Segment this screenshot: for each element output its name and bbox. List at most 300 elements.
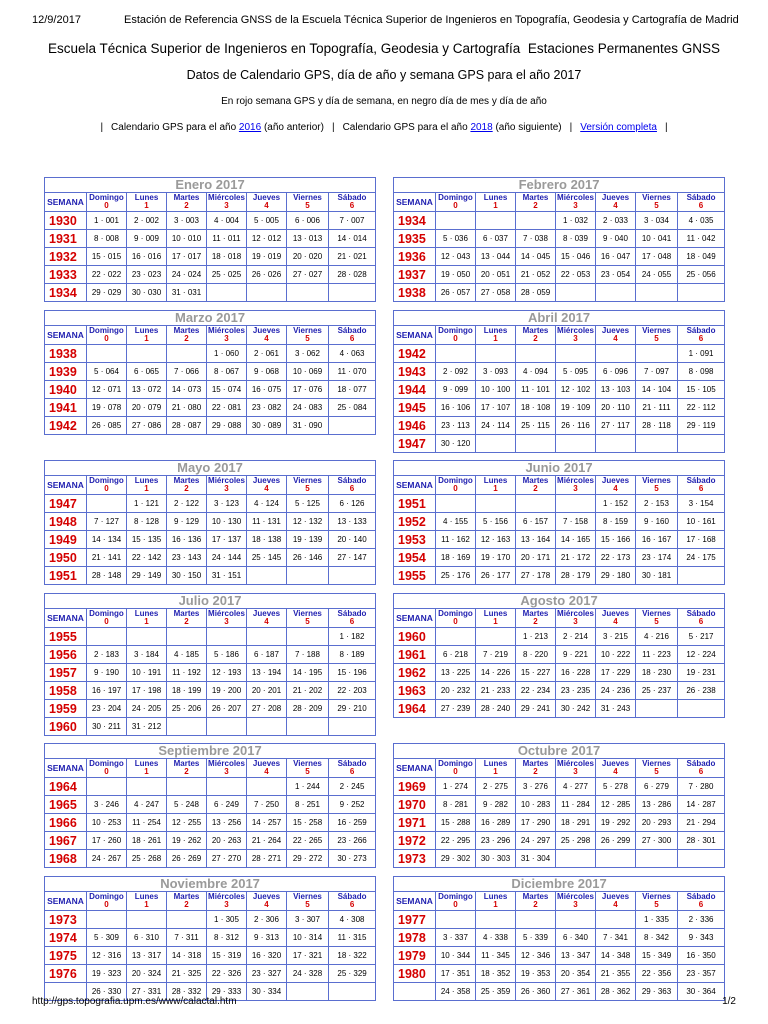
day-cell: 18 · 291 <box>556 814 596 832</box>
day-cell: 8 · 039 <box>556 230 596 248</box>
weekday-number: 3 <box>224 767 229 776</box>
day-cell: 12 · 012 <box>247 230 287 248</box>
day-cell: 1 · 121 <box>127 495 167 513</box>
month-title: Junio 2017 <box>394 461 725 476</box>
weekday-number: 0 <box>453 484 458 493</box>
weekday-name: Martes <box>173 609 200 618</box>
day-cell: 12 · 043 <box>436 248 476 266</box>
weekday-number: 0 <box>104 334 109 343</box>
weekday-number: 3 <box>573 617 578 626</box>
month-calendar <box>44 460 376 585</box>
gps-week-number: 1951 <box>45 567 87 585</box>
weekday-name: Miércoles <box>557 609 594 618</box>
weekday-name: Martes <box>173 193 200 202</box>
day-cell: 2 · 183 <box>87 646 127 664</box>
week-row <box>394 417 725 435</box>
weekday-name: Sábado <box>337 892 367 901</box>
gps-week-number: 1967 <box>45 832 87 850</box>
weekday-number: 6 <box>698 617 704 626</box>
week-row <box>45 718 376 736</box>
weekday-header <box>596 476 636 495</box>
semana-header: SEMANA <box>45 326 87 345</box>
day-cell: 3 · 337 <box>436 929 476 947</box>
weekday-header <box>476 892 516 911</box>
day-cell: 3 · 093 <box>476 363 516 381</box>
day-cell: 28 · 240 <box>476 700 516 718</box>
day-cell <box>287 284 329 302</box>
semana-header: SEMANA <box>45 892 87 911</box>
day-cell: 22 · 295 <box>436 832 476 850</box>
day-cell: 10 · 283 <box>516 796 556 814</box>
weekday-header <box>87 892 127 911</box>
weekday-number: 1 <box>493 900 498 909</box>
next-year-link[interactable]: 2018 <box>470 122 493 133</box>
weekday-name: Martes <box>522 609 549 618</box>
weekday-header <box>207 609 247 628</box>
day-cell: 23 · 054 <box>596 266 636 284</box>
day-cell: 13 · 225 <box>436 664 476 682</box>
weekday-header <box>207 193 247 212</box>
month-title: Octubre 2017 <box>394 744 725 759</box>
month-title: Febrero 2017 <box>394 178 725 193</box>
weekday-header <box>167 476 207 495</box>
gps-week-number: 1938 <box>394 284 436 302</box>
day-cell: 5 · 156 <box>476 513 516 531</box>
week-row <box>45 549 376 567</box>
weekday-number: 6 <box>349 900 355 909</box>
weekday-name: Martes <box>173 892 200 901</box>
weekday-header <box>329 476 376 495</box>
day-cell: 20 · 354 <box>556 965 596 983</box>
day-cell <box>476 911 516 929</box>
day-cell: 26 · 026 <box>247 266 287 284</box>
day-cell: 27 · 270 <box>207 850 247 868</box>
weekday-name: Miércoles <box>557 193 594 202</box>
month-title: Diciembre 2017 <box>394 877 725 892</box>
day-cell: 19 · 019 <box>247 248 287 266</box>
day-cell: 12 · 285 <box>596 796 636 814</box>
week-row <box>45 248 376 266</box>
day-cell <box>287 628 329 646</box>
day-cell: 30 · 181 <box>636 567 678 585</box>
day-cell: 7 · 311 <box>167 929 207 947</box>
day-cell: 17 · 260 <box>87 832 127 850</box>
weekday-name: Domingo <box>438 326 473 335</box>
week-row <box>394 778 725 796</box>
day-cell: 4 · 216 <box>636 628 678 646</box>
day-cell: 26 · 057 <box>436 284 476 302</box>
weekday-name: Sábado <box>686 326 716 335</box>
day-cell: 6 · 187 <box>247 646 287 664</box>
day-cell: 1 · 001 <box>87 212 127 230</box>
weekday-number: 4 <box>264 900 269 909</box>
week-row <box>45 664 376 682</box>
day-cell: 16 · 197 <box>87 682 127 700</box>
weekday-name: Martes <box>173 326 200 335</box>
day-cell <box>167 628 207 646</box>
day-cell: 25 · 206 <box>167 700 207 718</box>
day-cell: 5 · 125 <box>287 495 329 513</box>
day-cell: 26 · 085 <box>87 417 127 435</box>
weekday-name: Sábado <box>686 193 716 202</box>
day-cell: 17 · 048 <box>636 248 678 266</box>
day-cell: 11 · 315 <box>329 929 376 947</box>
day-cell: 17 · 321 <box>287 947 329 965</box>
day-cell <box>436 345 476 363</box>
day-cell: 18 · 199 <box>167 682 207 700</box>
prev-year-link[interactable]: 2016 <box>238 122 262 133</box>
day-cell: 4 · 277 <box>556 778 596 796</box>
weekday-header <box>287 759 329 778</box>
day-cell: 11 · 011 <box>207 230 247 248</box>
day-cell <box>678 700 725 718</box>
day-cell: 14 · 134 <box>87 531 127 549</box>
day-cell: 29 · 119 <box>678 417 725 435</box>
month-title: Marzo 2017 <box>45 311 376 326</box>
weekday-name: Jueves <box>252 759 281 768</box>
day-cell: 14 · 195 <box>287 664 329 682</box>
gps-week-number: 1964 <box>394 700 436 718</box>
day-cell <box>556 495 596 513</box>
weekday-name: Lunes <box>483 609 508 618</box>
day-cell: 26 · 330 <box>87 983 127 1001</box>
weekday-header <box>207 759 247 778</box>
day-cell: 1 · 213 <box>516 628 556 646</box>
weekday-number: 3 <box>224 334 229 343</box>
week-row <box>394 266 725 284</box>
day-cell <box>167 718 207 736</box>
weekday-number: 0 <box>453 201 458 210</box>
day-cell: 3 · 246 <box>87 796 127 814</box>
week-row <box>394 567 725 585</box>
day-cell: 26 · 238 <box>678 682 725 700</box>
day-cell: 4 · 035 <box>678 212 725 230</box>
weekday-header <box>556 326 596 345</box>
day-cell: 18 · 018 <box>207 248 247 266</box>
weekday-name: Miércoles <box>208 326 245 335</box>
gps-week-number: 1974 <box>45 929 87 947</box>
gps-week-number: 1947 <box>45 495 87 513</box>
day-cell: 11 · 223 <box>636 646 678 664</box>
weekday-number: 1 <box>144 767 149 776</box>
weekday-header <box>678 326 725 345</box>
weekday-name: Miércoles <box>557 892 594 901</box>
weekday-name: Sábado <box>686 609 716 618</box>
week-row <box>394 284 725 302</box>
weekday-header <box>127 193 167 212</box>
day-cell: 27 · 178 <box>516 567 556 585</box>
day-cell: 28 · 087 <box>167 417 207 435</box>
day-cell: 21 · 325 <box>167 965 207 983</box>
day-cell: 24 · 144 <box>207 549 247 567</box>
day-cell: 11 · 042 <box>678 230 725 248</box>
day-cell: 27 · 208 <box>247 700 287 718</box>
day-cell: 27 · 361 <box>556 983 596 1001</box>
day-cell <box>436 628 476 646</box>
day-cell: 28 · 209 <box>287 700 329 718</box>
weekday-name: Miércoles <box>208 476 245 485</box>
week-row <box>394 435 725 453</box>
month-title: Julio 2017 <box>45 594 376 609</box>
weekday-name: Sábado <box>337 609 367 618</box>
weekday-header <box>207 326 247 345</box>
day-cell: 24 · 083 <box>287 399 329 417</box>
gps-week-number: 1937 <box>394 266 436 284</box>
day-cell: 26 · 116 <box>556 417 596 435</box>
day-cell: 5 · 186 <box>207 646 247 664</box>
day-cell: 26 · 269 <box>167 850 207 868</box>
day-cell: 20 · 171 <box>516 549 556 567</box>
day-cell: 23 · 235 <box>556 682 596 700</box>
day-cell: 25 · 298 <box>556 832 596 850</box>
day-cell: 15 · 196 <box>329 664 376 682</box>
day-cell <box>127 345 167 363</box>
semana-header: SEMANA <box>45 476 87 495</box>
day-cell: 8 · 128 <box>127 513 167 531</box>
day-cell: 26 · 360 <box>516 983 556 1001</box>
weekday-header <box>516 759 556 778</box>
day-cell: 16 · 320 <box>247 947 287 965</box>
day-cell <box>476 345 516 363</box>
day-cell: 2 · 033 <box>596 212 636 230</box>
weekday-header <box>476 326 516 345</box>
weekday-number: 2 <box>533 201 538 210</box>
day-cell: 12 · 102 <box>556 381 596 399</box>
day-cell: 22 · 022 <box>87 266 127 284</box>
day-cell: 28 · 059 <box>516 284 556 302</box>
weekday-number: 0 <box>453 767 458 776</box>
year-navigation <box>0 122 768 133</box>
day-cell <box>678 850 725 868</box>
day-cell: 2 · 153 <box>636 495 678 513</box>
weekday-header <box>636 193 678 212</box>
day-cell: 13 · 013 <box>287 230 329 248</box>
weekday-name: Domingo <box>89 892 124 901</box>
day-cell: 18 · 322 <box>329 947 376 965</box>
weekday-number: 4 <box>264 484 269 493</box>
weekday-header <box>636 326 678 345</box>
weekday-number: 6 <box>698 767 704 776</box>
week-row <box>394 495 725 513</box>
day-cell: 3 · 003 <box>167 212 207 230</box>
day-cell: 8 · 189 <box>329 646 376 664</box>
day-cell: 7 · 280 <box>678 778 725 796</box>
day-cell <box>556 345 596 363</box>
day-cell: 16 · 136 <box>167 531 207 549</box>
day-cell: 24 · 055 <box>636 266 678 284</box>
day-cell <box>127 778 167 796</box>
week-row <box>394 965 725 983</box>
week-row <box>394 363 725 381</box>
day-cell: 26 · 299 <box>596 832 636 850</box>
day-cell: 25 · 268 <box>127 850 167 868</box>
day-cell: 13 · 072 <box>127 381 167 399</box>
day-cell: 15 · 288 <box>436 814 476 832</box>
semana-header: SEMANA <box>45 759 87 778</box>
weekday-name: Miércoles <box>208 759 245 768</box>
day-cell: 15 · 227 <box>516 664 556 682</box>
day-cell: 11 · 162 <box>436 531 476 549</box>
weekday-number: 4 <box>264 201 269 210</box>
weekday-header <box>596 759 636 778</box>
gps-week-number: 1942 <box>45 417 87 435</box>
day-cell: 27 · 239 <box>436 700 476 718</box>
day-cell: 5 · 278 <box>596 778 636 796</box>
day-cell: 1 · 091 <box>678 345 725 363</box>
day-cell: 27 · 086 <box>127 417 167 435</box>
day-cell: 9 · 313 <box>247 929 287 947</box>
weekday-header <box>167 326 207 345</box>
weekday-number: 6 <box>349 201 355 210</box>
weekday-number: 6 <box>698 334 704 343</box>
week-row <box>394 814 725 832</box>
page-subtitle: En rojo semana GPS y día de semana, en negro día de mes y día de año <box>221 96 547 107</box>
week-row <box>45 911 376 929</box>
weekday-name: Sábado <box>686 476 716 485</box>
gps-week-number: 1952 <box>394 513 436 531</box>
day-cell: 6 · 310 <box>127 929 167 947</box>
day-cell <box>329 983 376 1001</box>
day-cell <box>636 345 678 363</box>
day-cell: 9 · 040 <box>596 230 636 248</box>
day-cell <box>476 495 516 513</box>
day-cell: 9 · 221 <box>556 646 596 664</box>
gps-week-number: 1964 <box>45 778 87 796</box>
day-cell: 21 · 264 <box>247 832 287 850</box>
day-cell: 25 · 115 <box>516 417 556 435</box>
day-cell: 3 · 154 <box>678 495 725 513</box>
weekday-header <box>167 193 207 212</box>
weekday-number: 0 <box>104 201 109 210</box>
day-cell: 23 · 357 <box>678 965 725 983</box>
weekday-header <box>127 326 167 345</box>
weekday-number: 5 <box>654 617 659 626</box>
gps-week-number: 1955 <box>45 628 87 646</box>
day-cell: 25 · 359 <box>476 983 516 1001</box>
day-cell: 19 · 139 <box>287 531 329 549</box>
day-cell <box>476 628 516 646</box>
day-cell: 23 · 204 <box>87 700 127 718</box>
weekday-name: Viernes <box>642 759 671 768</box>
day-cell <box>87 345 127 363</box>
day-cell: 21 · 052 <box>516 266 556 284</box>
weekday-name: Domingo <box>438 476 473 485</box>
month-calendar <box>393 593 725 718</box>
week-row <box>45 399 376 417</box>
weekday-number: 4 <box>613 334 618 343</box>
day-cell: 29 · 029 <box>87 284 127 302</box>
weekday-header <box>436 609 476 628</box>
week-row <box>394 832 725 850</box>
week-row <box>394 628 725 646</box>
day-cell: 27 · 300 <box>636 832 678 850</box>
weekday-number: 5 <box>305 900 310 909</box>
day-cell <box>329 718 376 736</box>
weekday-header <box>329 759 376 778</box>
weekday-name: Viernes <box>642 892 671 901</box>
day-cell: 23 · 023 <box>127 266 167 284</box>
weekday-name: Viernes <box>642 609 671 618</box>
day-cell: 23 · 113 <box>436 417 476 435</box>
day-cell: 4 · 004 <box>207 212 247 230</box>
day-cell: 18 · 230 <box>636 664 678 682</box>
day-cell: 9 · 282 <box>476 796 516 814</box>
full-version-link[interactable]: Versión completa <box>580 122 657 133</box>
weekday-header <box>678 759 725 778</box>
gps-week-number: 1953 <box>394 531 436 549</box>
day-cell: 30 · 120 <box>436 435 476 453</box>
day-cell <box>596 911 636 929</box>
weekday-header <box>287 193 329 212</box>
day-cell <box>247 778 287 796</box>
month-calendar <box>44 310 376 435</box>
day-cell: 13 · 317 <box>127 947 167 965</box>
weekday-header <box>516 326 556 345</box>
day-cell: 21 · 233 <box>476 682 516 700</box>
day-cell <box>287 567 329 585</box>
weekday-header <box>127 609 167 628</box>
weekday-name: Miércoles <box>208 892 245 901</box>
week-row <box>45 850 376 868</box>
weekday-number: 0 <box>453 617 458 626</box>
day-cell: 2 · 275 <box>476 778 516 796</box>
weekday-header <box>436 892 476 911</box>
day-cell: 6 · 218 <box>436 646 476 664</box>
day-cell: 16 · 350 <box>678 947 725 965</box>
day-cell: 14 · 318 <box>167 947 207 965</box>
weekday-header <box>596 193 636 212</box>
weekday-header <box>247 193 287 212</box>
week-row <box>45 965 376 983</box>
week-row <box>45 567 376 585</box>
weekday-header <box>87 759 127 778</box>
month-title: Agosto 2017 <box>394 594 725 609</box>
gps-week-number: 1971 <box>394 814 436 832</box>
weekday-header <box>329 892 376 911</box>
day-cell: 1 · 060 <box>207 345 247 363</box>
day-cell: 23 · 327 <box>247 965 287 983</box>
month-calendar <box>44 593 376 736</box>
day-cell: 22 · 203 <box>329 682 376 700</box>
weekday-header <box>436 476 476 495</box>
weekday-number: 3 <box>573 767 578 776</box>
weekday-header <box>636 609 678 628</box>
day-cell <box>596 850 636 868</box>
month-title: Noviembre 2017 <box>45 877 376 892</box>
day-cell: 6 · 157 <box>516 513 556 531</box>
weekday-header <box>556 609 596 628</box>
weekday-name: Miércoles <box>208 609 245 618</box>
day-cell: 10 · 191 <box>127 664 167 682</box>
semana-header: SEMANA <box>394 892 436 911</box>
day-cell: 15 · 135 <box>127 531 167 549</box>
day-cell: 29 · 272 <box>287 850 329 868</box>
day-cell: 2 · 245 <box>329 778 376 796</box>
gps-week-number: 1943 <box>394 363 436 381</box>
day-cell: 7 · 341 <box>596 929 636 947</box>
day-cell: 23 · 296 <box>476 832 516 850</box>
gps-week-number: 1968 <box>45 850 87 868</box>
day-cell: 9 · 343 <box>678 929 725 947</box>
weekday-header <box>516 476 556 495</box>
week-row <box>394 248 725 266</box>
day-cell: 9 · 190 <box>87 664 127 682</box>
day-cell: 13 · 133 <box>329 513 376 531</box>
weekday-name: Lunes <box>134 193 159 202</box>
weekday-header <box>287 326 329 345</box>
day-cell: 29 · 363 <box>636 983 678 1001</box>
weekday-header <box>678 476 725 495</box>
